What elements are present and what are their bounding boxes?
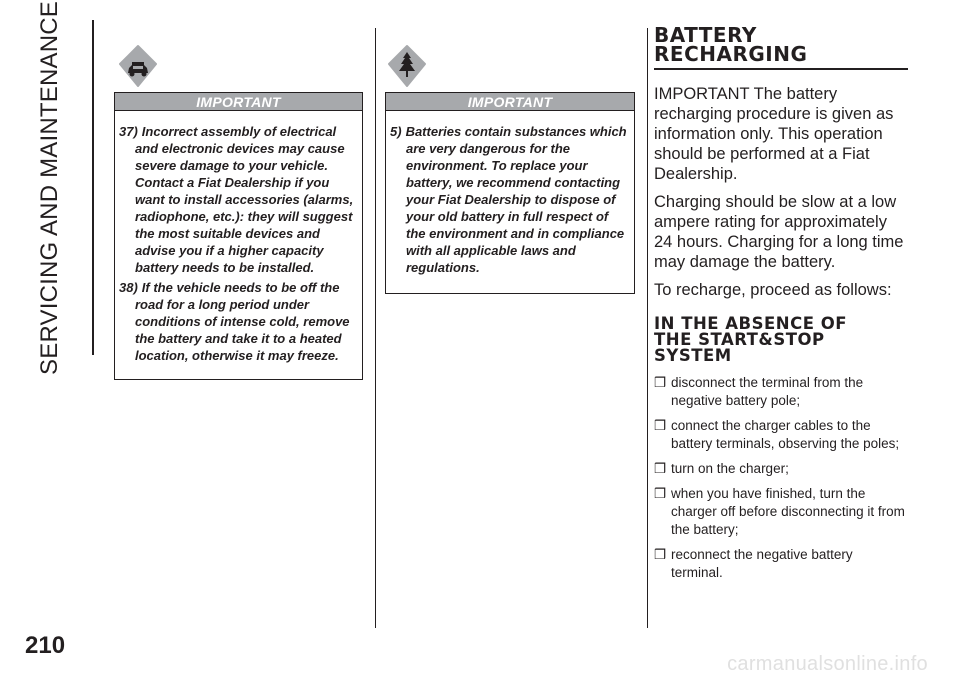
list-item: ❒ disconnect the terminal from the negative battery pole; — [654, 375, 864, 408]
important-body — [385, 111, 635, 294]
environment-tree-icon — [387, 44, 427, 88]
important-title: IMPORTANT — [114, 92, 363, 111]
checkbox-bullet-icon: ❒ — [654, 418, 667, 433]
steps-list — [654, 374, 908, 582]
section-title-text: SERVICING AND MAINTENANCE — [36, 0, 64, 375]
list-item: ❒ turn on the charger; — [654, 461, 789, 476]
paragraph: IMPORTANT The battery recharging procedure is given as information only. This operation should be performed at a Fiat Dealership. — [654, 85, 894, 183]
checkbox-bullet-icon: ❒ — [654, 461, 667, 476]
watermark: carmanualsonline.info — [727, 653, 928, 675]
important-body — [114, 111, 363, 380]
list-item: ❒ when you have finished, turn the charger off before disconnecting it from the battery; — [654, 486, 905, 537]
list-item: ❒ reconnect the negative battery terminal. — [654, 547, 853, 580]
checkbox-bullet-icon: ❒ — [654, 486, 667, 501]
column-divider-right — [647, 28, 648, 628]
section-title-vertical — [20, 0, 80, 375]
subheading: IN THE ABSENCE OF THE START&STOP SYSTEM — [654, 314, 848, 365]
paragraph: Charging should be slow at a low ampere rating for approximately 24 hours. Charging for a long time may damage the battery. — [654, 193, 904, 271]
paragraph: To recharge, proceed as follows: — [654, 281, 892, 299]
list-item: ❒ connect the charger cables to the battery terminals, observing the poles; — [654, 418, 900, 451]
checkbox-bullet-icon: ❒ — [654, 375, 667, 390]
note-item: 37) Incorrect assembly of electrical and electronic devices may cause severe damage to your vehicle. Contact a Fiat Dealership if you want to install accessories (alarms, radiophone, etc.): they will suggest the most suitable devices and advise you if a higher capacity battery needs to be installed. — [119, 124, 354, 275]
section-heading: BATTERY RECHARGING — [654, 26, 908, 70]
column-divider-left — [375, 28, 376, 628]
section-rule — [92, 20, 94, 355]
important-title: IMPORTANT — [385, 92, 635, 111]
battery-recharging-section — [654, 23, 908, 582]
important-box-left — [114, 92, 363, 380]
note-item: 5) Batteries contain substances which are very dangerous for the environment. To replace your battery, we recommend contacting your Fiat Dealership to dispose of your old battery in full respect of the environment and in compliance with all applicable laws and regulations. — [390, 124, 627, 275]
car-warning-icon — [118, 44, 158, 88]
page-number: 210 — [25, 632, 66, 659]
note-item: 38) If the vehicle needs to be off the road for a long period under conditions of intense cold, remove the battery and take it to a heated location, otherwise it may freeze. — [119, 280, 350, 363]
checkbox-bullet-icon: ❒ — [654, 547, 667, 562]
important-box-middle — [385, 92, 635, 294]
